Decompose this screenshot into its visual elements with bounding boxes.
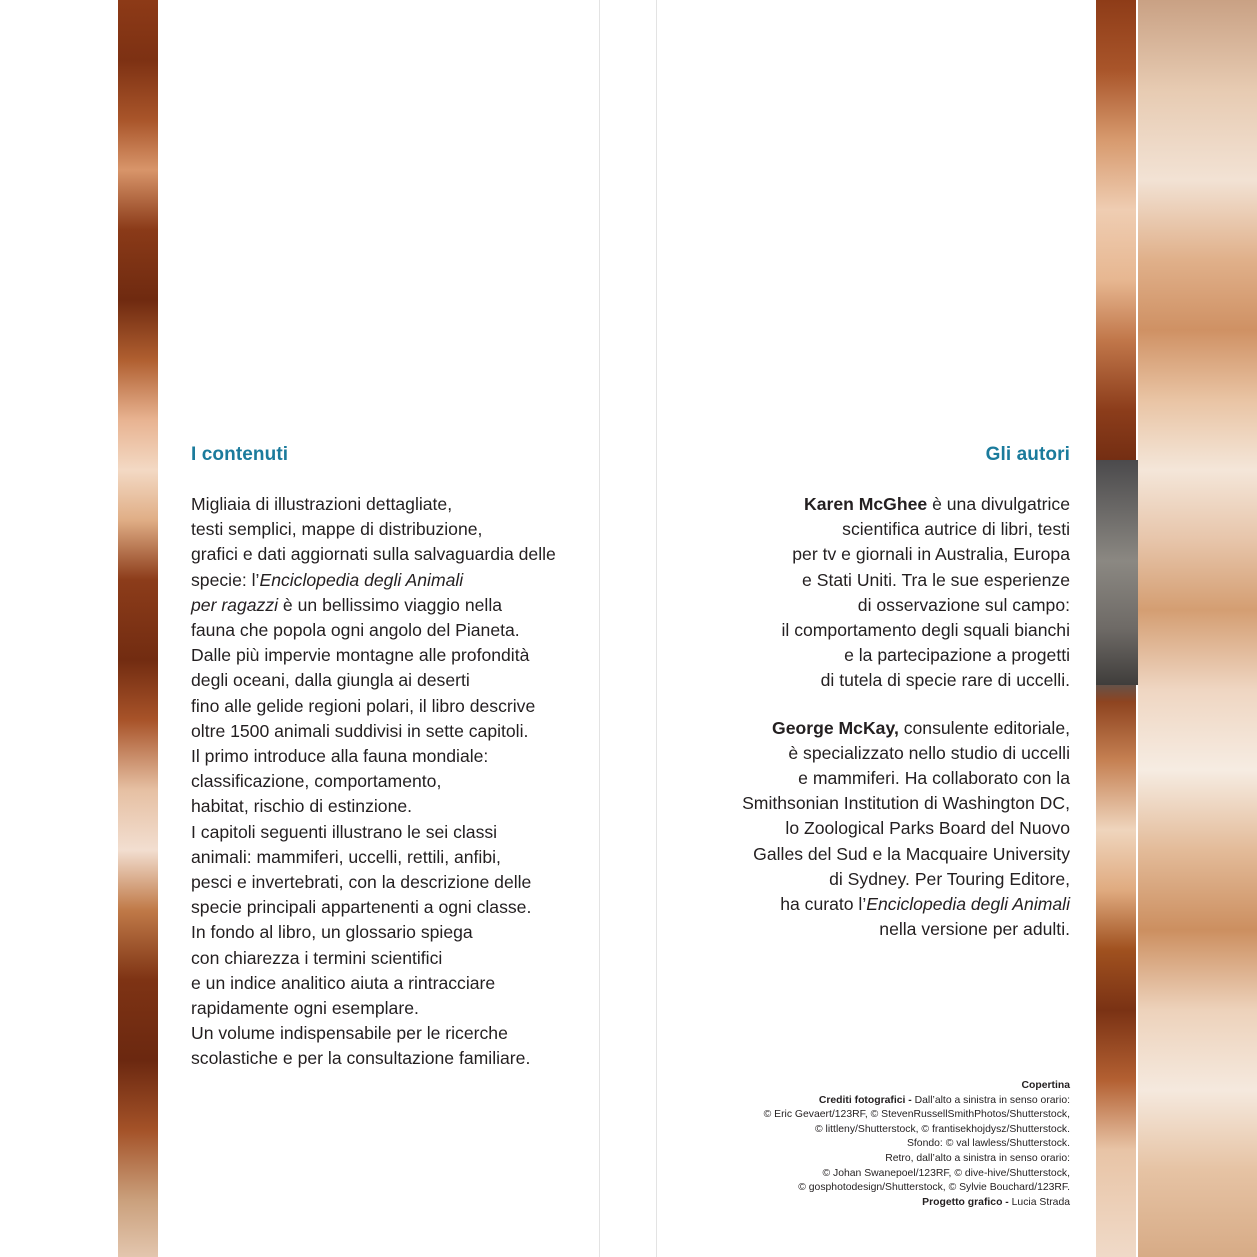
author-name: George McKay, bbox=[772, 717, 899, 738]
contents-line: animali: mammiferi, uccelli, rettili, anfibi, bbox=[191, 846, 501, 867]
author-line: lo Zoological Parks Board del Nuovo bbox=[785, 818, 1070, 839]
fold-line-left bbox=[599, 0, 600, 1257]
contents-line: Un volume indispensabile per le ricerche bbox=[191, 1023, 508, 1044]
contents-line: e un indice analitico aiuta a rintracciare bbox=[191, 972, 496, 993]
book-title-italic: Enciclopedia degli Animali bbox=[866, 894, 1070, 915]
credits-title: Copertina bbox=[1021, 1080, 1070, 1091]
author-line: consulente editoriale, bbox=[903, 717, 1070, 738]
credits-line bbox=[690, 1196, 1070, 1211]
contents-line: Migliaia di illustrazioni dettagliate, bbox=[191, 494, 453, 514]
contents-line: rapidamente ogni esemplare. bbox=[191, 998, 419, 1019]
contents-paragraph bbox=[191, 492, 571, 1072]
author-line: e la partecipazione a progetti bbox=[844, 645, 1070, 666]
authors-section bbox=[690, 444, 1070, 942]
author-bio-karen-mcghee bbox=[690, 492, 1070, 694]
giraffe-pattern-strip-right-outer bbox=[1138, 0, 1257, 1257]
contents-line: specie principali appartenenti a ogni classe. bbox=[191, 897, 532, 918]
photo-credits-block bbox=[690, 1079, 1070, 1210]
author-line: il comportamento degli squali bianchi bbox=[781, 620, 1070, 641]
contents-line: classificazione, comportamento, bbox=[191, 771, 442, 792]
credits-design-label: Progetto grafico - bbox=[922, 1196, 1009, 1208]
contents-heading: I contenuti bbox=[191, 444, 289, 465]
contents-body bbox=[191, 492, 571, 1072]
author-line: di Sydney. Per Touring Editore, bbox=[829, 868, 1070, 889]
left-margin-background bbox=[0, 0, 118, 1257]
author-line: e mammiferi. Ha collaborato con la bbox=[798, 768, 1070, 789]
contents-line-suffix: è un bellissimo viaggio nella bbox=[278, 594, 503, 615]
author-line-prefix: ha curato l’ bbox=[780, 894, 867, 915]
author-line: nella versione per adulti. bbox=[879, 919, 1070, 940]
contents-line: grafici e dati aggiornati sulla salvaguardia delle bbox=[191, 544, 556, 565]
author-bio-george-mckay bbox=[690, 716, 1070, 943]
contents-line: scolastiche e per la consultazione familiare. bbox=[191, 1048, 531, 1069]
credits-photo-value: Dall’alto a sinistra in senso orario: bbox=[914, 1094, 1070, 1106]
credits-line: © Eric Gevaert/123RF, © StevenRussellSmithPhotos/Shutterstock, bbox=[763, 1109, 1070, 1121]
book-title-italic: Enciclopedia degli Animali bbox=[259, 569, 464, 590]
contents-line: Il primo introduce alla fauna mondiale: bbox=[191, 746, 489, 767]
author-line: Galles del Sud e la Macquaire University bbox=[753, 843, 1070, 864]
contents-line: oltre 1500 animali suddivisi in sette capitoli. bbox=[191, 720, 529, 741]
credits-line: © Johan Swanepoel/123RF, © dive-hive/Shutterstock, bbox=[822, 1167, 1070, 1179]
contents-line: fino alle gelide regioni polari, il libro descrive bbox=[191, 695, 536, 716]
contents-line: In fondo al libro, un glossario spiega bbox=[191, 922, 473, 943]
author-line: è specializzato nello studio di uccelli bbox=[788, 742, 1070, 763]
credits-line: Retro, dall’alto a sinistra in senso orario: bbox=[885, 1152, 1070, 1164]
author-line: Smithsonian Institution di Washington DC, bbox=[742, 793, 1070, 814]
contents-line: Dalle più impervie montagne alle profondità bbox=[191, 645, 530, 666]
author-name: Karen McGhee bbox=[803, 494, 928, 514]
contents-line: pesci e invertebrati, con la descrizione delle bbox=[191, 872, 532, 893]
credits-photo-label: Crediti fotografici - bbox=[818, 1094, 912, 1106]
authors-heading: Gli autori bbox=[985, 444, 1070, 465]
contents-line: I capitoli seguenti illustrano le sei classi bbox=[191, 821, 498, 842]
author-line: di osservazione sul campo: bbox=[857, 594, 1070, 615]
giraffe-pattern-strip-left bbox=[118, 0, 158, 1257]
credits-line: © littleny/Shutterstock, © frantisekhojdysz/Shutterstock. bbox=[815, 1123, 1070, 1135]
author-line: e Stati Uniti. Tra le sue esperienze bbox=[802, 569, 1070, 590]
photo-gray-patch bbox=[1096, 460, 1138, 685]
contents-section bbox=[191, 444, 571, 1072]
author-line: per tv e giornali in Australia, Europa bbox=[792, 544, 1070, 565]
fold-line-right bbox=[656, 0, 657, 1257]
contents-line: degli oceani, dalla giungla ai deserti bbox=[191, 670, 470, 691]
gutter-panel bbox=[599, 0, 656, 1257]
contents-line: con chiarezza i termini scientifici bbox=[191, 947, 443, 968]
contents-line-prefix: specie: l’ bbox=[191, 569, 260, 590]
credits-line bbox=[690, 1094, 1070, 1109]
author-line: è una divulgatrice bbox=[932, 494, 1070, 514]
contents-line: testi semplici, mappe di distribuzione, bbox=[191, 519, 483, 540]
contents-line: habitat, rischio di estinzione. bbox=[191, 796, 413, 817]
author-line: scientifica autrice di libri, testi bbox=[842, 519, 1070, 540]
credits-design-value: Lucia Strada bbox=[1011, 1196, 1070, 1208]
contents-line: fauna che popola ogni angolo del Pianeta. bbox=[191, 620, 520, 641]
book-subtitle-italic: per ragazzi bbox=[191, 594, 279, 615]
credits-line: Sfondo: © val lawless/Shutterstock. bbox=[906, 1138, 1070, 1150]
author-line: di tutela di specie rare di uccelli. bbox=[820, 670, 1070, 691]
credits-line: © gosphotodesign/Shutterstock, © Sylvie Bouchard/123RF. bbox=[798, 1182, 1070, 1194]
authors-body bbox=[690, 492, 1070, 942]
